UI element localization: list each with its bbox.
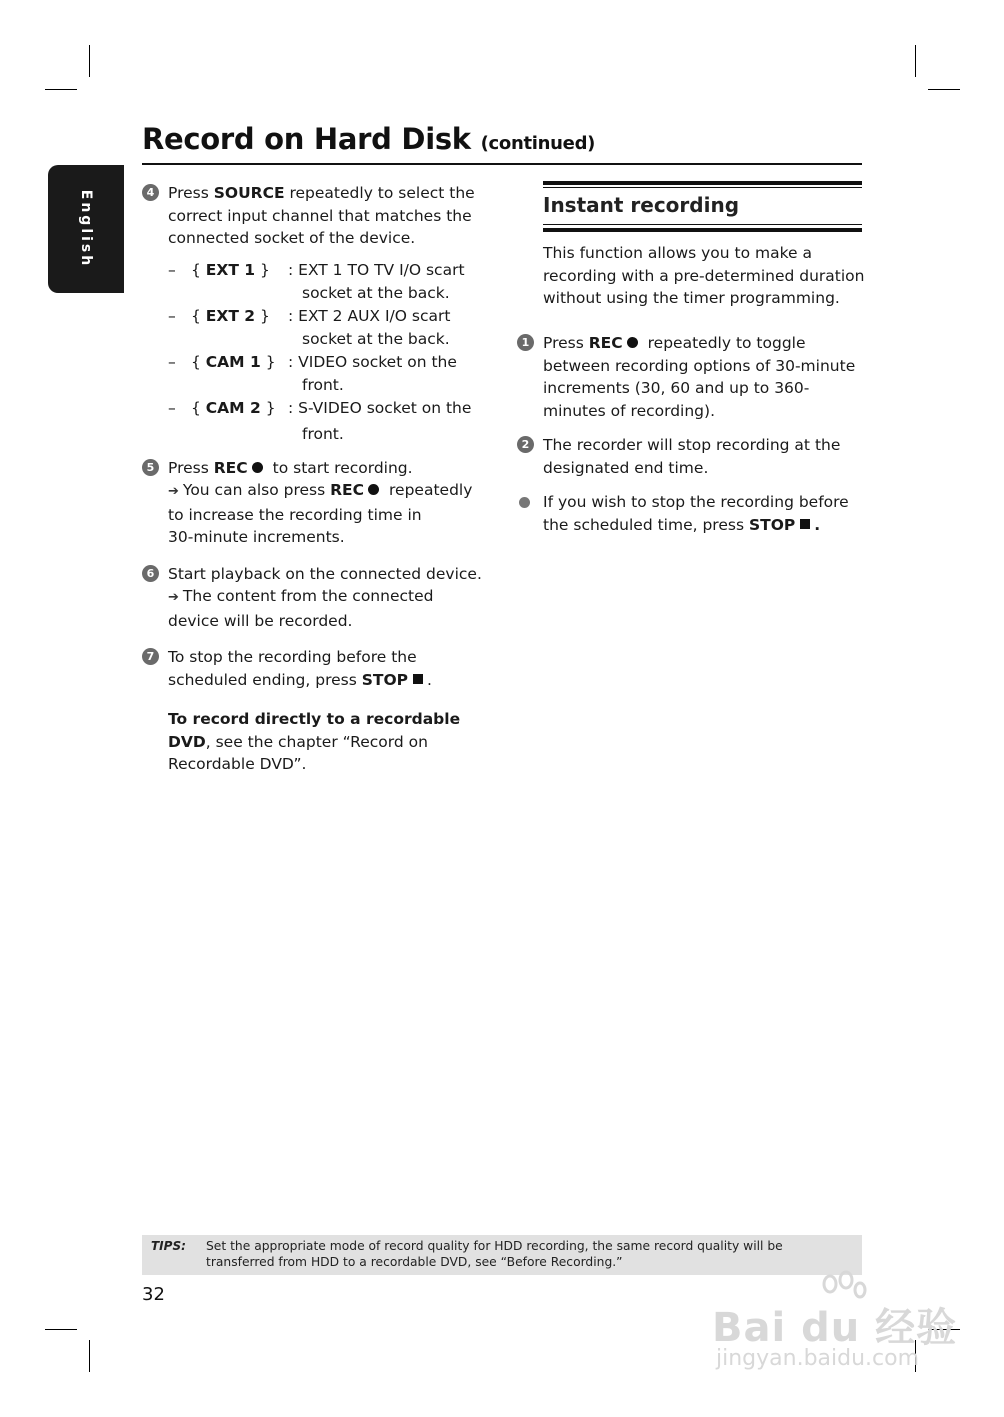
step-line: Press SOURCE repeatedly to select the bbox=[168, 184, 475, 202]
crop-mark bbox=[89, 45, 90, 77]
step-number-badge: 7 bbox=[142, 648, 159, 665]
option-cam2-cont: front. bbox=[302, 424, 344, 443]
stop-square-icon bbox=[413, 674, 423, 684]
page-title-text: Record on Hard Disk bbox=[142, 122, 471, 156]
step-line: Press REC to start recording. bbox=[168, 458, 413, 477]
step-6 bbox=[142, 563, 492, 633]
intro-paragraph bbox=[543, 242, 873, 310]
step-line: device will be recorded. bbox=[168, 611, 353, 630]
key-rec: REC bbox=[213, 458, 248, 477]
record-dot-icon bbox=[368, 484, 379, 495]
tips-box bbox=[142, 1235, 862, 1275]
note-line: To record directly to a recordable bbox=[168, 710, 461, 728]
step-line: To stop the recording before the bbox=[168, 648, 417, 666]
source-options-list bbox=[142, 259, 492, 446]
step-line: Press REC repeatedly to toggle bbox=[543, 334, 806, 352]
page-title bbox=[142, 122, 595, 156]
step-line: Start playback on the connected device. bbox=[168, 564, 482, 583]
arrow-right-icon: ➔ bbox=[168, 484, 179, 499]
step-line: minutes of recording). bbox=[543, 401, 715, 420]
left-column bbox=[142, 182, 492, 776]
step-number-badge: 5 bbox=[142, 459, 159, 476]
step-line: ➔ You can also press REC repeatedly bbox=[168, 481, 473, 499]
crop-mark bbox=[928, 89, 960, 90]
step-line: scheduled ending, press STOP . bbox=[168, 670, 432, 689]
key-rec: REC bbox=[330, 481, 365, 499]
tips-text: Set the appropriate mode of record quality for HDD recording, the same record quality will be transferred from HDD to a recordable DVD, see “Before Recording.” bbox=[206, 1239, 783, 1269]
step-number-badge: 2 bbox=[517, 436, 534, 453]
option-ext2-cont: socket at the back. bbox=[302, 329, 450, 348]
step-line: 30-minute increments. bbox=[168, 528, 345, 546]
step-line: connected socket of the device. bbox=[168, 229, 416, 247]
stop-bullet bbox=[517, 491, 877, 536]
option-cam1-cont: front. bbox=[302, 375, 344, 394]
watermark-url: jingyan.baidu.com bbox=[716, 1346, 920, 1371]
record-dot-icon bbox=[627, 337, 638, 348]
note-line: Recordable DVD”. bbox=[168, 755, 307, 773]
step-5 bbox=[142, 457, 492, 549]
note-line: DVD, see the chapter “Record on bbox=[168, 732, 428, 751]
option-cam1: – { CAM 1 } : VIDEO socket on the bbox=[168, 352, 457, 371]
heading-rule bbox=[543, 228, 862, 232]
step-line: correct input channel that matches the bbox=[168, 206, 472, 225]
step-line: to increase the recording time in bbox=[168, 505, 422, 524]
bullet-line: If you wish to stop the recording before bbox=[543, 493, 849, 511]
intro-line: without using the timer programming. bbox=[543, 289, 840, 307]
key-stop: STOP bbox=[361, 670, 409, 689]
heading-rule bbox=[543, 181, 862, 185]
step-line: The recorder will stop recording at the bbox=[543, 436, 841, 454]
crop-mark bbox=[89, 1340, 90, 1372]
heading-rule bbox=[543, 187, 862, 188]
page-number: 32 bbox=[142, 1284, 165, 1305]
instant-step-2 bbox=[517, 434, 877, 479]
option-cam2: – { CAM 2 } : S-VIDEO socket on the bbox=[168, 398, 472, 417]
crop-mark bbox=[915, 45, 916, 77]
step-4 bbox=[142, 182, 492, 250]
language-tab-label: English bbox=[78, 189, 94, 269]
step-line: between recording options of 30-minute bbox=[543, 356, 856, 375]
stop-square-icon bbox=[800, 519, 810, 529]
step-line: increments (30, 60 and up to 360- bbox=[543, 379, 810, 397]
key-stop: STOP bbox=[748, 515, 796, 534]
bullet-line: the scheduled time, press STOP . bbox=[543, 515, 821, 534]
arrow-right-icon: ➔ bbox=[168, 590, 179, 605]
option-ext1: – { EXT 1 } : EXT 1 TO TV I/O scart bbox=[168, 260, 465, 279]
step-number-badge: 1 bbox=[517, 334, 534, 351]
heading-rule bbox=[543, 224, 862, 225]
step-number-badge: 4 bbox=[142, 184, 159, 201]
watermark-text: Bai du 经验 bbox=[712, 1305, 958, 1351]
language-tab bbox=[48, 165, 124, 293]
dvd-note bbox=[142, 708, 492, 776]
bullet-dot-icon bbox=[519, 497, 530, 508]
key-source: SOURCE bbox=[213, 184, 285, 202]
step-line: ➔ The content from the connected bbox=[168, 587, 434, 605]
section-heading: Instant recording bbox=[543, 193, 740, 217]
instant-step-1 bbox=[517, 332, 877, 422]
intro-line: recording with a pre-determined duration bbox=[543, 266, 865, 285]
page-title-suffix: (continued) bbox=[480, 133, 596, 154]
option-ext2: – { EXT 2 } : EXT 2 AUX I/O scart bbox=[168, 306, 451, 325]
title-rule bbox=[142, 163, 862, 165]
tips-label: TIPS: bbox=[151, 1239, 186, 1253]
step-number-badge: 6 bbox=[142, 565, 159, 582]
right-steps bbox=[517, 332, 877, 536]
crop-mark bbox=[45, 1329, 77, 1330]
step-7 bbox=[142, 646, 492, 691]
intro-line: This function allows you to make a bbox=[543, 244, 812, 262]
record-dot-icon bbox=[252, 462, 263, 473]
option-ext1-cont: socket at the back. bbox=[302, 283, 450, 302]
crop-mark bbox=[45, 89, 77, 90]
key-rec: REC bbox=[588, 334, 623, 352]
step-line: designated end time. bbox=[543, 458, 709, 477]
